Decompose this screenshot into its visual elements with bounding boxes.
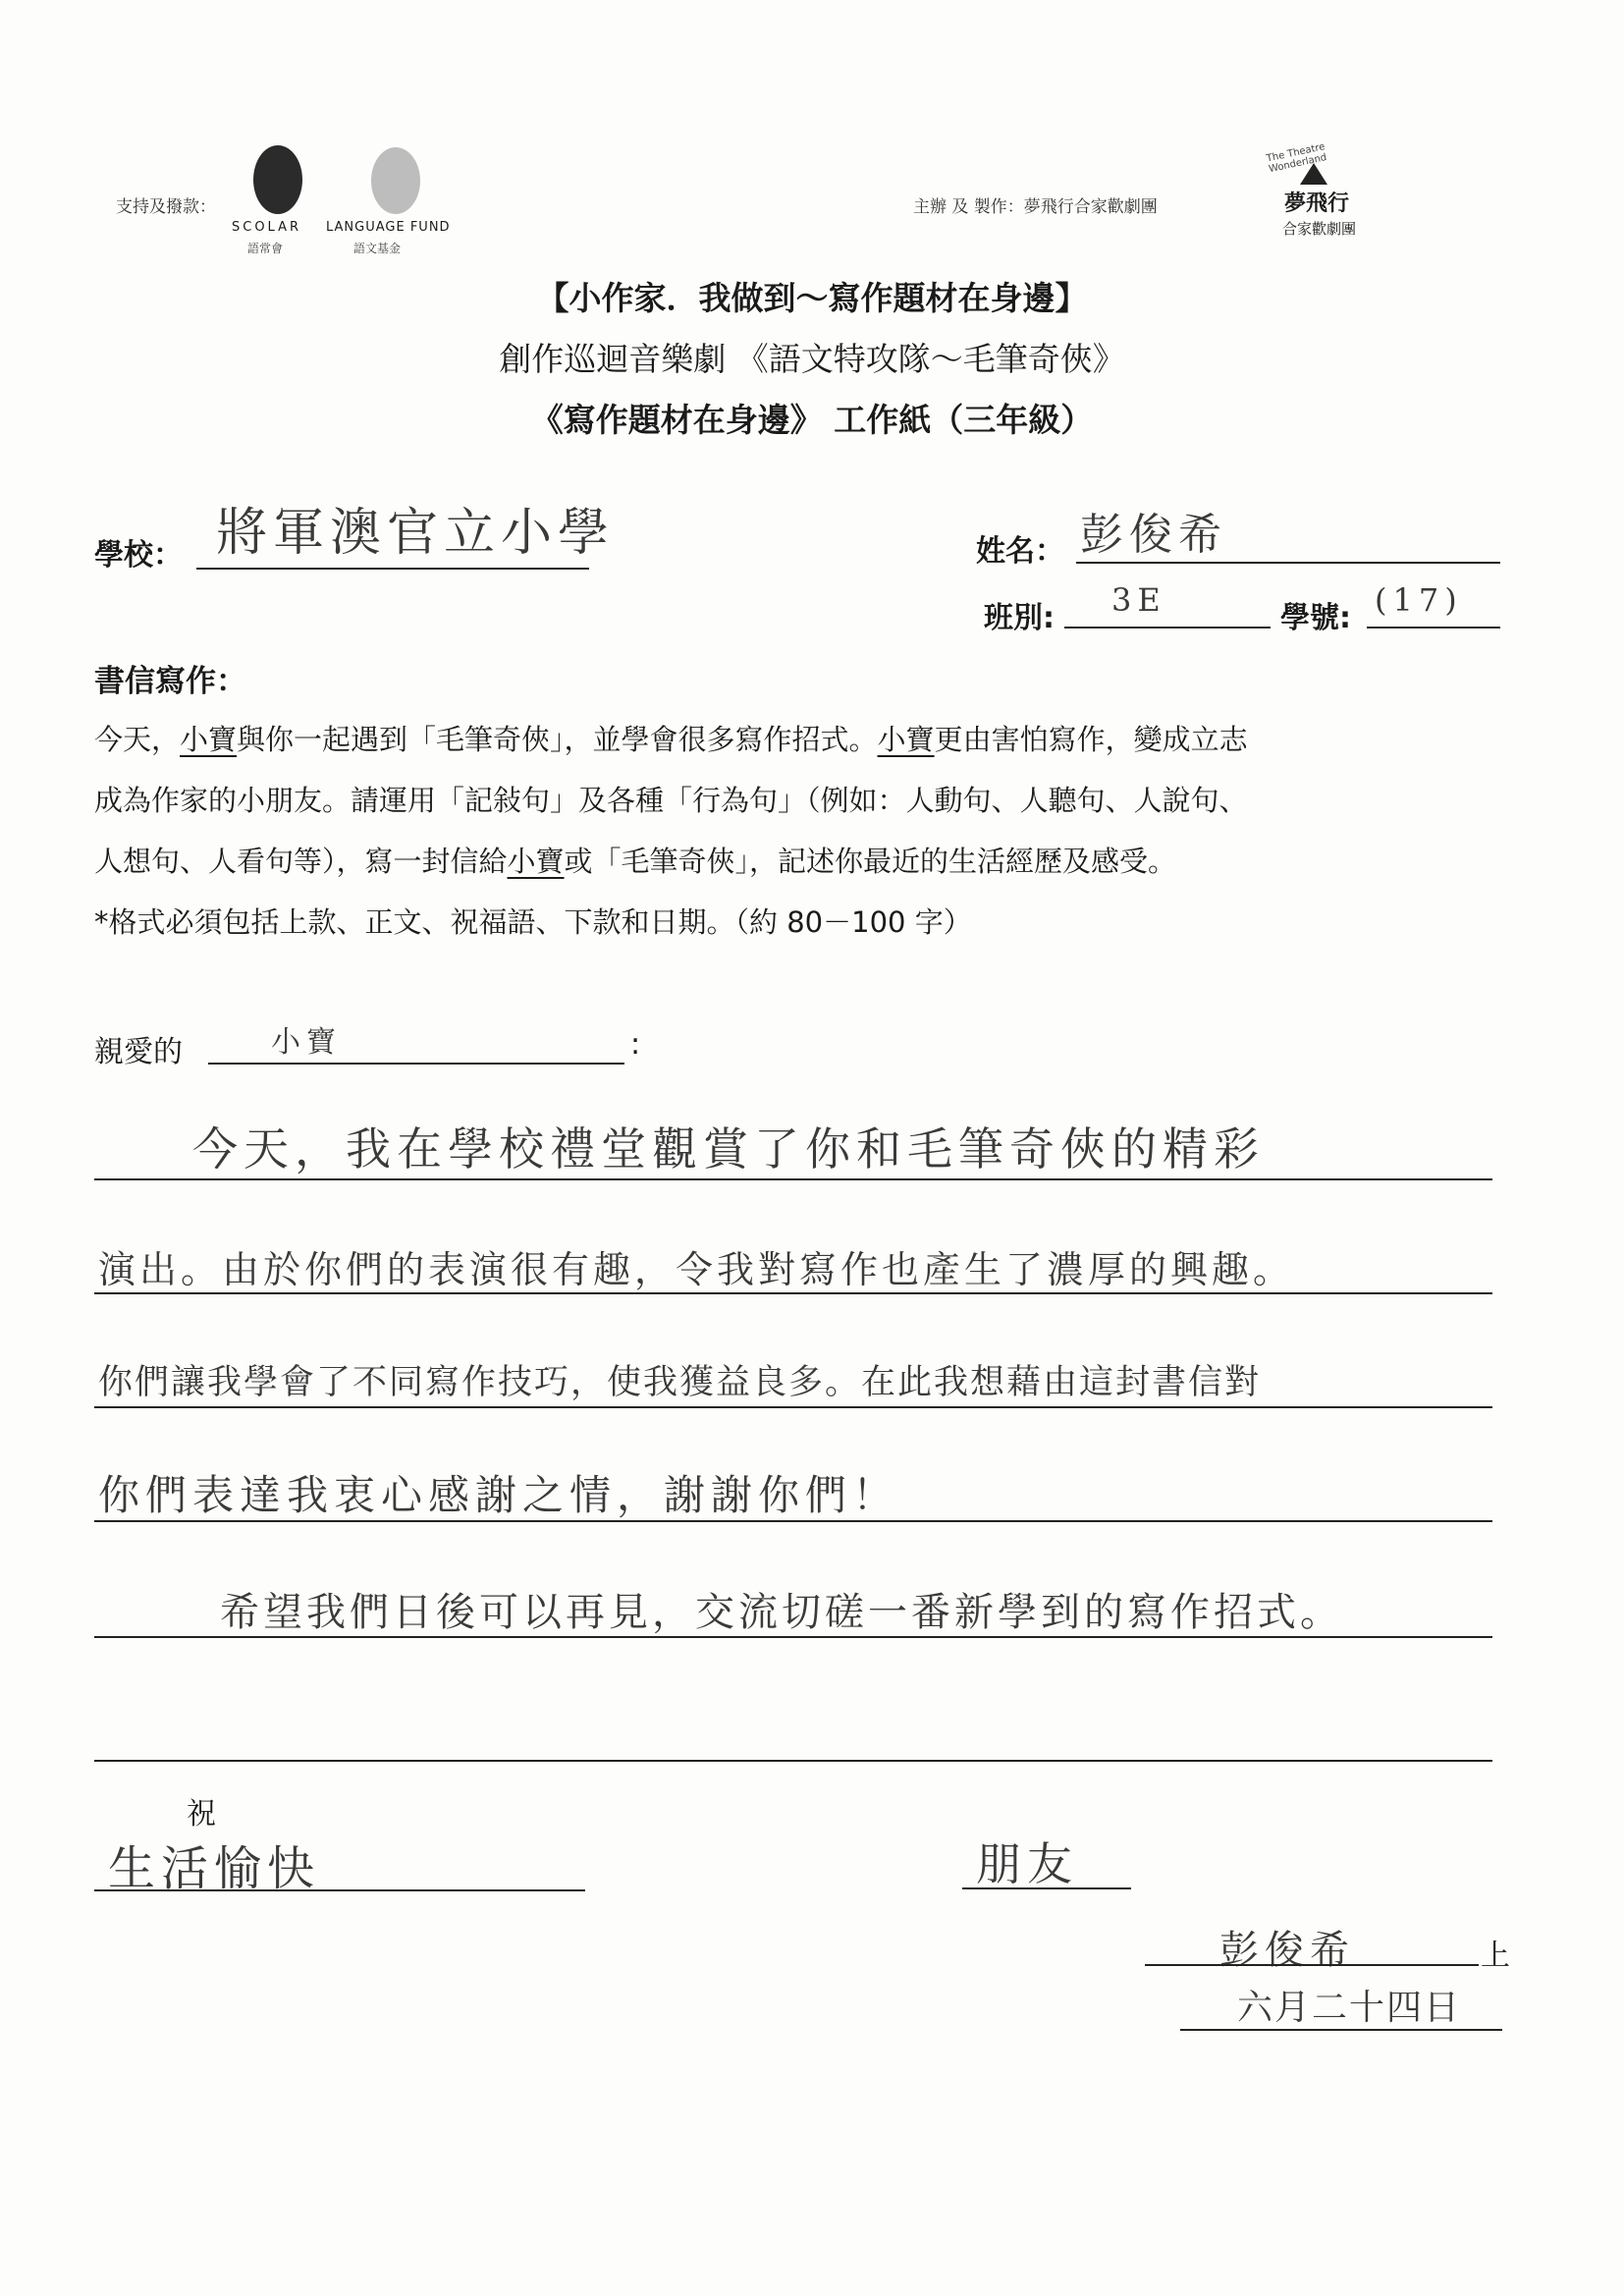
blessing-value: 生活愉快 (108, 1841, 321, 1896)
name-value: 彭俊希 (1080, 510, 1227, 560)
letter-rule-6 (94, 1760, 1492, 1762)
signature-underline (1145, 1964, 1479, 1966)
salutation-value: 小寶 (271, 1025, 342, 1060)
salutation-underline (208, 1063, 624, 1065)
letter-line-4: 你們表達我衷心感謝之情，謝謝你們！ (98, 1471, 900, 1519)
scolar-logo-icon (253, 145, 302, 214)
letter-line-1: 今天，我在學校禮堂觀賞了你和毛筆奇俠的精彩 (192, 1122, 1265, 1175)
salutation-label: 親愛的 (94, 1035, 183, 1069)
instruction-line-4: *格式必須包括上款、正文、祝福語、下款和日期。（約 80－100 字） (94, 905, 972, 939)
instruction-line-3: 人想句、人看句等），寫一封信給小寶或「毛筆奇俠」，記述你最近的生活經歷及感受。 (94, 845, 1177, 878)
letter-date: 六月二十四日 (1237, 1988, 1462, 2028)
class-label: 班別: (984, 601, 1055, 635)
school-underline (196, 568, 589, 570)
number-value: (17) (1375, 581, 1463, 619)
school-label: 學校： (94, 538, 183, 573)
blessing-underline (94, 1889, 585, 1891)
instructions-text (94, 709, 1547, 953)
organizer-label: 主辦 及 製作：夢飛行合家歡劇團 (913, 197, 1158, 217)
school-value: 將軍澳官立小學 (216, 504, 616, 563)
relation-underline (962, 1887, 1131, 1889)
support-label: 支持及撥款： (116, 197, 216, 217)
letter-rule-1 (94, 1178, 1492, 1180)
letter-line-5: 希望我們日後可以再見，交流切磋一番新學到的寫作招式。 (220, 1590, 1343, 1635)
scolar-logo-text: SCOLAR (232, 220, 302, 235)
troupe-logo: The Theatre Wonderland 夢飛行 合家歡劇團 (1266, 141, 1357, 238)
worksheet-title-1: 【小作家．我做到～寫作題材在身邊】 (536, 279, 1088, 317)
scolar-logo-zh: 語常會 (247, 242, 284, 255)
letter-rule-4 (94, 1520, 1492, 1522)
date-underline (1180, 2029, 1502, 2031)
signature-suffix: 上 (1481, 1939, 1510, 1973)
number-label: 學號: (1280, 601, 1351, 635)
name-underline (1076, 562, 1500, 564)
relation-value: 朋友 (976, 1837, 1078, 1890)
language-fund-logo-text: LANGUAGE FUND (326, 220, 451, 235)
name-label: 姓名： (976, 534, 1064, 569)
signature-value: 彭俊希 (1219, 1928, 1355, 1973)
tent-icon (1300, 163, 1327, 185)
letter-rule-3 (94, 1406, 1492, 1408)
worksheet-title-3: 《寫作題材在身邊》 工作紙（三年級） (530, 401, 1094, 439)
letter-rule-5 (94, 1636, 1492, 1638)
salutation-colon: : (630, 1027, 641, 1062)
class-underline (1064, 627, 1271, 629)
blessing-label: 祝 (187, 1797, 216, 1831)
instruction-line-2: 成為作家的小朋友。請運用「記敍句」及各種「行為句」（例如：人動句、人聽句、人說句、 (94, 784, 1248, 817)
language-fund-logo-zh: 語文基金 (353, 242, 402, 255)
letter-line-3: 你們讓我學會了不同寫作技巧，使我獲益良多。在此我想藉由這封書信對 (98, 1363, 1262, 1402)
letter-line-2: 演出。由於你們的表演很有趣，令我對寫作也產生了濃厚的興趣。 (98, 1248, 1295, 1291)
section-heading: 書信寫作： (94, 664, 246, 699)
language-fund-logo-icon (371, 147, 420, 214)
class-value: 3E (1111, 581, 1166, 619)
letter-rule-2 (94, 1292, 1492, 1294)
number-underline (1367, 627, 1500, 629)
worksheet-title-2: 創作巡迴音樂劇 《語文特攻隊～毛筆奇俠》 (499, 340, 1125, 378)
instruction-line-1: 今天，小寶與你一起遇到「毛筆奇俠」，並學會很多寫作招式。小寶更由害怕寫作，變成立志 (94, 723, 1248, 756)
